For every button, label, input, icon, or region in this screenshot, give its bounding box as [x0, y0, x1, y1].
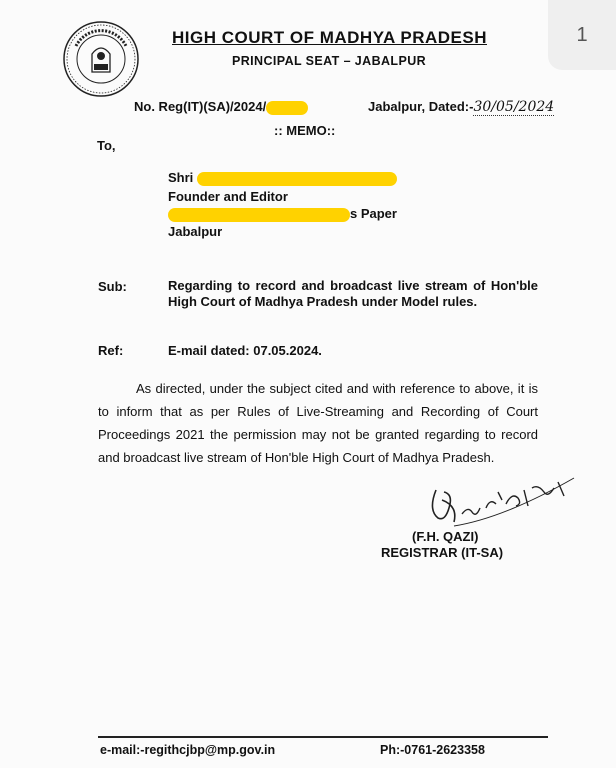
- footer-email: e-mail:-regithcjbp@mp.gov.in: [100, 743, 276, 757]
- recipient-title: Founder and Editor: [168, 189, 288, 204]
- ref-text: E-mail dated: 07.05.2024.: [168, 343, 322, 358]
- redaction-mark: [197, 172, 397, 186]
- dated-label: Jabalpur, Dated:-: [368, 99, 474, 114]
- memo-heading: :: MEMO::: [274, 123, 336, 138]
- to-label: To,: [97, 138, 116, 153]
- ref-label: Ref:: [98, 343, 124, 358]
- signatory-name: (F.H. QAZI): [412, 529, 479, 544]
- reference-number: [134, 99, 308, 115]
- court-title: HIGH COURT OF MADHYA PRADESH: [172, 28, 487, 47]
- court-subtitle: PRINCIPAL SEAT – JABALPUR: [232, 54, 427, 68]
- dated-value: 30/05/2024: [473, 99, 555, 115]
- redaction-mark: [266, 101, 308, 115]
- reg-number-text: No. Reg(IT)(SA)/2024/: [134, 99, 267, 114]
- signatory-designation: REGISTRAR (IT-SA): [381, 545, 504, 560]
- recipient-org: [168, 206, 397, 222]
- subject-label: Sub:: [98, 279, 127, 294]
- recipient-salutation: Shri: [168, 170, 194, 185]
- subject-text: Regarding to record and broadcast live stream of Hon'ble High Court of Madhya Pradesh under Model rules.: [168, 278, 538, 309]
- page-number: 1: [576, 23, 588, 46]
- memo-body-text: As directed, under the subject cited and with reference to above, it is to inform that as per Rules of Live-Streaming and Recording of Court Proceedings 2021 the permission may not be granted regarding to record and broadcast live stream of Hon'ble High Court of Madhya Pradesh.: [98, 381, 538, 465]
- footer-phone: Ph:-0761-2623358: [380, 743, 485, 757]
- recipient-org-suffix: s Paper: [350, 206, 397, 221]
- recipient-name: [168, 170, 397, 186]
- date-line: [368, 99, 554, 115]
- page-number-badge: [548, 0, 616, 70]
- memo-body: [98, 377, 538, 469]
- redaction-mark: [168, 208, 350, 222]
- court-seal-icon: [62, 20, 140, 98]
- footer-divider: [98, 736, 548, 738]
- recipient-city: Jabalpur: [168, 224, 223, 239]
